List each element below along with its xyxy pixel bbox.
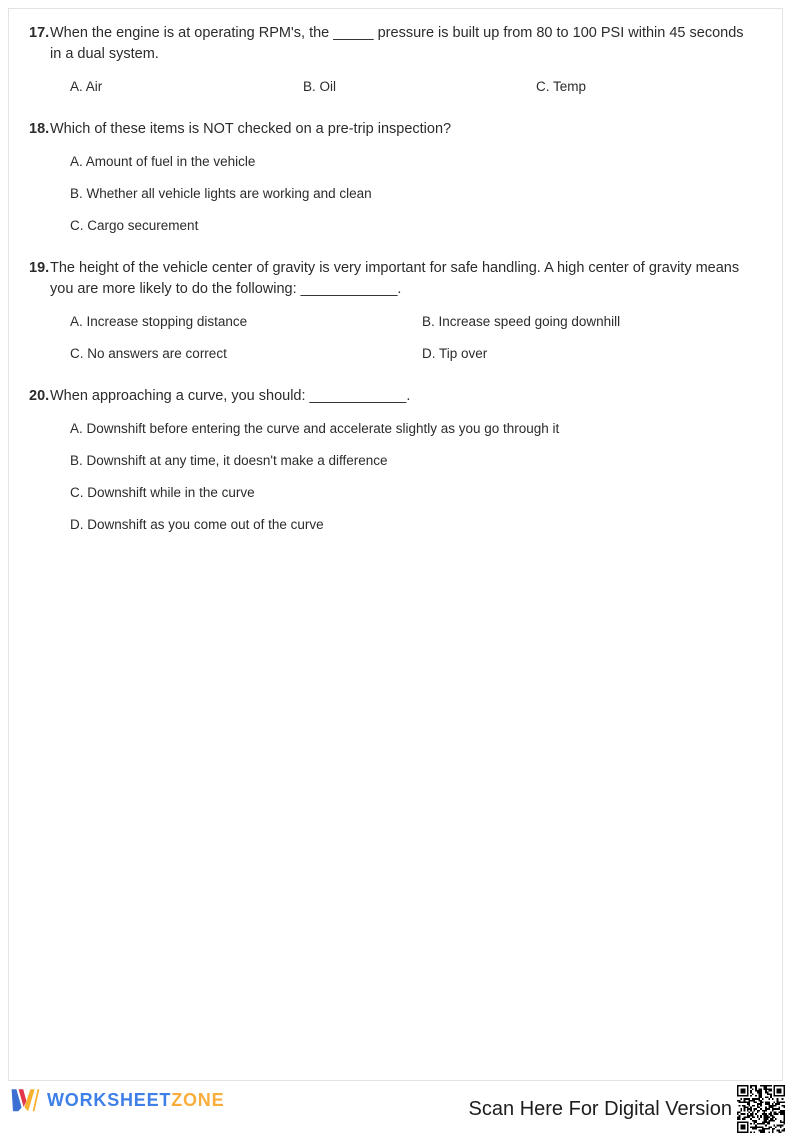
answer-option-label: Tip over <box>439 346 488 361</box>
qr-code-icon[interactable] <box>737 1085 785 1133</box>
answer-option[interactable] <box>422 343 774 364</box>
answer-option-row <box>70 343 772 364</box>
question-block <box>21 386 772 535</box>
answer-option-letter: A. <box>70 421 83 436</box>
answer-options <box>21 76 772 97</box>
answer-option-row <box>70 151 772 172</box>
answer-option-letter: D. <box>70 517 84 532</box>
answer-option-row <box>70 311 772 332</box>
answer-option[interactable] <box>303 76 536 97</box>
answer-option[interactable] <box>70 482 772 503</box>
answer-options <box>21 418 772 535</box>
answer-option-label: Downshift before entering the curve and accelerate slightly as you go through it <box>86 421 560 436</box>
answer-option-letter: B. <box>70 453 83 468</box>
answer-option[interactable] <box>422 311 774 332</box>
scan-digital-version[interactable] <box>469 1085 785 1133</box>
answer-option-label: Increase speed going downhill <box>438 314 621 329</box>
question-header <box>21 258 772 300</box>
answer-option-row <box>70 450 772 471</box>
question-number: 20. <box>29 388 50 404</box>
question-header <box>21 119 772 140</box>
answer-option-letter: C. <box>70 218 84 233</box>
question-text: When approaching a curve, you should: ____________. <box>50 388 411 404</box>
answer-option[interactable] <box>70 311 422 332</box>
answer-option-letter: A. <box>70 314 83 329</box>
worksheet-zone-logo <box>10 1087 224 1113</box>
question-text: The height of the vehicle center of gravity is very important for safe handling. A high center of gravity means you are more likely to do the following: ____________. <box>50 260 740 297</box>
answer-option[interactable] <box>70 450 772 471</box>
answer-option-row <box>70 76 772 97</box>
question-text: Which of these items is NOT checked on a pre-trip inspection? <box>50 121 452 137</box>
question-number: 18. <box>29 121 50 137</box>
answer-option[interactable] <box>70 215 772 236</box>
page-footer <box>0 1085 793 1122</box>
answer-option-label: No answers are correct <box>87 346 227 361</box>
answer-option-letter: C. <box>70 485 84 500</box>
question-number: 17. <box>29 25 50 41</box>
answer-option[interactable] <box>70 151 772 172</box>
answer-option-label: Downshift at any time, it doesn't make a difference <box>86 453 388 468</box>
question-number: 19. <box>29 260 50 276</box>
answer-option-row <box>70 418 772 439</box>
answer-option-letter: B. <box>303 79 316 94</box>
answer-option-letter: B. <box>70 186 83 201</box>
answer-option[interactable] <box>70 76 303 97</box>
question-block <box>21 258 772 364</box>
answer-option-row <box>70 215 772 236</box>
answer-option-row <box>70 183 772 204</box>
answer-option-label: Oil <box>319 79 337 94</box>
answer-option[interactable] <box>536 76 769 97</box>
answer-option-letter: D. <box>422 346 436 361</box>
answer-option-label: Temp <box>553 79 587 94</box>
answer-option-letter: B. <box>422 314 435 329</box>
answer-option[interactable] <box>70 343 422 364</box>
question-block <box>21 119 772 236</box>
answer-option-letter: C. <box>70 346 84 361</box>
answer-option-label: Downshift as you come out of the curve <box>87 517 324 532</box>
worksheet-page-frame <box>8 8 783 1081</box>
worksheet-zone-logo-mark <box>10 1087 40 1113</box>
brand-wordmark <box>47 1090 224 1111</box>
question-header <box>21 386 772 407</box>
brand-name-secondary: ZONE <box>171 1089 225 1110</box>
answer-option-label: Cargo securement <box>87 218 199 233</box>
answer-option-letter: A. <box>70 154 83 169</box>
answer-option-label: Air <box>85 79 103 94</box>
scan-here-label: Scan Here For Digital Version <box>468 1098 732 1120</box>
question-text: When the engine is at operating RPM's, the _____ pressure is built up from 80 to 100 PSI within 45 seconds in a dual system. <box>50 25 744 62</box>
answer-option-letter: A. <box>70 79 83 94</box>
answer-option[interactable] <box>70 418 772 439</box>
answer-option-row <box>70 514 772 535</box>
brand-name-primary: WORKSHEET <box>47 1089 172 1110</box>
answer-options <box>21 151 772 236</box>
answer-option-row <box>70 482 772 503</box>
answer-option-label: Amount of fuel in the vehicle <box>85 154 256 169</box>
answer-option[interactable] <box>70 514 772 535</box>
answer-option-label: Downshift while in the curve <box>87 485 255 500</box>
answer-option-letter: C. <box>536 79 550 94</box>
answer-options <box>21 311 772 364</box>
questions-list <box>21 23 772 557</box>
question-header <box>21 23 772 65</box>
answer-option-label: Increase stopping distance <box>86 314 248 329</box>
question-block <box>21 23 772 97</box>
answer-option[interactable] <box>70 183 772 204</box>
answer-option-label: Whether all vehicle lights are working and clean <box>86 186 372 201</box>
